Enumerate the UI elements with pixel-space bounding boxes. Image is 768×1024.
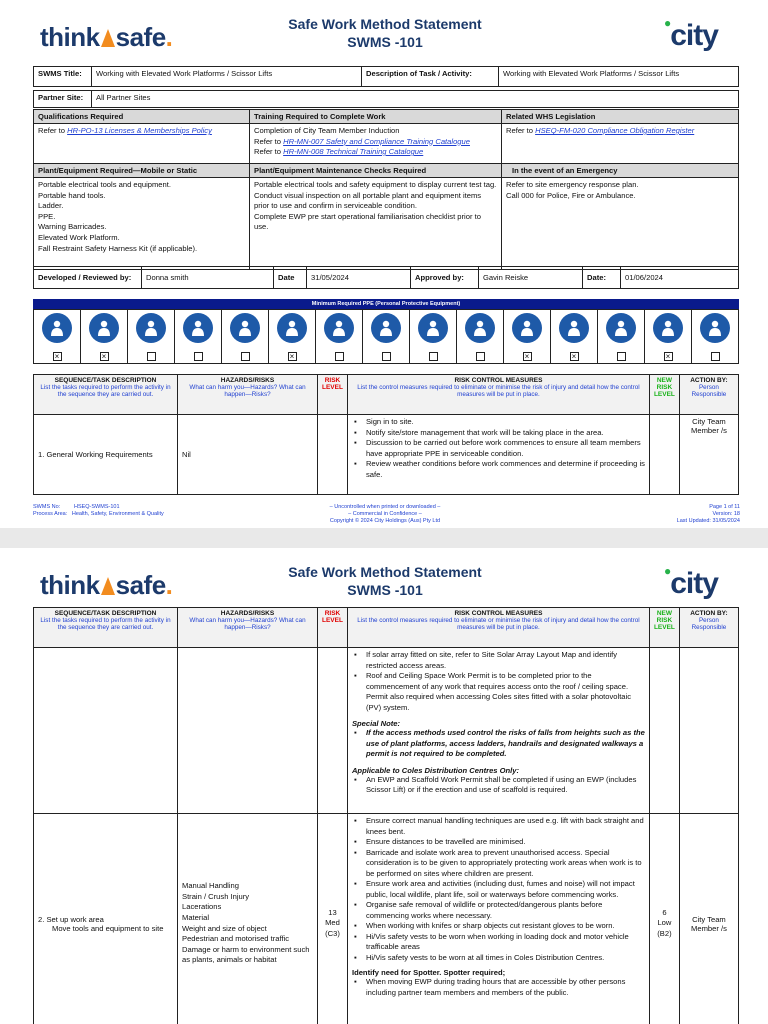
training-heading: Training Required to Complete Work (250, 110, 502, 124)
task-1-cont (34, 648, 178, 814)
swms-title-value: Working with Elevated Work Platforms / Scissor Lifts (92, 67, 362, 87)
ppe-item (222, 310, 269, 363)
footer-right: Page 1 of 11 Version: 18 Last Updated: 31/05/2024 (676, 504, 740, 524)
requirements-table (33, 109, 739, 270)
ppe-item (551, 310, 598, 363)
ppe-checkbox[interactable] (335, 352, 344, 361)
ppe-checkbox[interactable] (476, 352, 485, 361)
safety-boots-icon (89, 313, 119, 343)
ppe-checkbox[interactable] (711, 352, 720, 361)
seq-header: SEQUENCE/TASK DESCRIPTION List the tasks required to perform the activity in the sequence they are carried out. (34, 375, 178, 415)
partner-table (33, 90, 739, 108)
ppe-item (316, 310, 363, 363)
new-risk-header: NEW RISK LEVEL (649, 375, 679, 415)
whs-cell: Refer to HSEQ-FM-020 Compliance Obligation Register (502, 124, 739, 164)
ppe-checkbox[interactable]: × (523, 352, 532, 361)
ppe-item (269, 310, 316, 363)
date-label: Date (274, 267, 307, 289)
ppe-item (34, 310, 81, 363)
doc-code: SWMS -101 (347, 34, 423, 50)
task-1: 1. General Working Requirements (34, 415, 178, 495)
welding-mask-icon (465, 313, 495, 343)
apron-icon (606, 313, 636, 343)
maint-heading: Plant/Equipment Maintenance Checks Required (250, 164, 502, 178)
developed-label: Developed / Reviewed by: (34, 267, 142, 289)
safety-glasses-icon (277, 313, 307, 343)
training-line: Completion of City Team Member Induction (254, 126, 400, 135)
partner-label: Partner Site: (34, 91, 92, 108)
emergency-list: Refer to site emergency response plan. Call 000 for Police, Fire or Ambulance. (502, 178, 739, 270)
hearing-protection-icon (136, 313, 166, 343)
qual-link[interactable]: HR-PO-13 Licenses & Memberships Policy (67, 126, 212, 135)
date-value: 31/05/2024 (307, 267, 411, 289)
hazard-header: HAZARDS/RISKS What can harm you—Hazards? What can happen—Risks? (178, 608, 318, 648)
hazard-header: HAZARDS/RISKS What can harm you—Hazards? What can happen—Risks? (178, 375, 318, 415)
action-header: ACTION BY: Person Responsible (679, 608, 738, 648)
page-header-2 (0, 548, 768, 608)
ppe-row (33, 309, 739, 364)
desc-value: Working with Elevated Work Platforms / Scissor Lifts (499, 67, 739, 87)
training-link-008[interactable]: HR-MN-008 Technical Training Catalogue (283, 147, 424, 156)
ppe-item (692, 310, 738, 363)
risk-2: 13 Med (C3) (318, 814, 348, 1024)
ppe-item (598, 310, 645, 363)
new-risk-1-cont (649, 648, 679, 814)
doc-title: Safe Work Method Statement (288, 564, 482, 580)
emergency-heading: In the event of an Emergency (502, 164, 739, 178)
partner-value: All Partner Sites (92, 91, 739, 108)
hazard-2: Manual Handling Strain / Crush Injury Lacerations Material Weight and size of object Pedestrian and motorised traffic Damage or harm to environment such as plants, animals or habitat (178, 814, 318, 1024)
face-shield-icon (418, 313, 448, 343)
swms-title-label: SWMS Title: (34, 67, 92, 87)
qual-heading: Qualifications Required (34, 110, 250, 124)
footer-center: – Uncontrolled when printed or downloaded – – Commercial in Confidence – Copyright © 2024 City Holdings (Aus) Pty Ltd (329, 504, 441, 524)
plant-heading: Plant/Equipment Required—Mobile or Static (34, 164, 250, 178)
date2-label: Date: (583, 267, 621, 289)
sunscreen-icon (700, 313, 730, 343)
hard-hat-icon (512, 313, 542, 343)
signoff-table (33, 266, 739, 289)
dust-mask-icon (324, 313, 354, 343)
risk-level-header: RISK LEVEL (318, 608, 348, 648)
risk-1 (318, 415, 348, 495)
action-2: City Team Member /s (679, 814, 738, 1024)
ppe-title-bar: Minimum Required PPE (Personal Protective Equipment) (33, 299, 739, 309)
ppe-item (363, 310, 410, 363)
page-header (0, 0, 768, 60)
controls-2: ▪ Ensure correct manual handling techniques are used e.g. lift with back straight and knees bent. ▪ Ensure distances to be travelled are minimised. ▪ Barricade and isolate work area to prevent unauthorised access. Special consideration is to be given to appropriately protecting work areas when work is to be performed on sites where children are present. ▪ Ensure work area and activities (including dust, fumes and noise) will not impact public, local wildlife, plant life, soil or waterways before commencing works. ▪ Organise safe removal of wildlife or protected/dangerous plants before commencing works where necessary. ▪ When working with knifes or sharp objects cut resistant gloves to be worn. ▪ Hi/Vis safety vests to be worn when working in loading dock and motor vehicle trafficable areas ▪ Hi/Vis safety vests to be worn at all times in Coles Distribution Centres. Identify need for Spotter. Spotter required; ▪ When moving EWP during trading hours that are accessible by other persons including partner team members and members of the public. (347, 814, 649, 1024)
hi-vis-vest-icon (42, 313, 72, 343)
controls-1: ▪ Sign in to site. ▪ Notify site/store management that work will be taking place in the area. ▪ Discussion to be carried out before work commences to ensure all team members have appropriate PPE in serviceable condition. ▪ Review weather conditions before work commences and determine if proceeding is safe. (347, 415, 649, 495)
ppe-item (410, 310, 457, 363)
action-header: ACTION BY: Person Responsible (679, 375, 738, 415)
training-link-007[interactable]: HR-MN-007 Safety and Compliance Training Catalogue (283, 136, 470, 146)
ppe-item (175, 310, 222, 363)
ppe-checkbox[interactable] (429, 352, 438, 361)
footer-left: SWMS No: HSEQ-SWMS-101 Process Area: Health, Safety, Environment & Quality (33, 504, 164, 517)
approved-label: Approved by: (411, 267, 479, 289)
new-risk-1 (649, 415, 679, 495)
ppe-checkbox[interactable]: × (288, 352, 297, 361)
seq-header: SEQUENCE/TASK DESCRIPTION List the tasks required to perform the activity in the sequence they are carried out. (34, 608, 178, 648)
coveralls-icon (559, 313, 589, 343)
doc-title: Safe Work Method Statement (288, 16, 482, 32)
action-1-cont (679, 648, 738, 814)
controls-header: RISK CONTROL MEASURES List the control measures required to eliminate or minimise the risk of injury and detail how the control measures will be put in place. (347, 375, 649, 415)
approved-value: Gavin Reiske (479, 267, 583, 289)
ppe-checkbox[interactable]: × (53, 352, 62, 361)
risk-level-header: RISK LEVEL (318, 375, 348, 415)
risk-table-p2 (33, 607, 739, 1024)
controls-header: RISK CONTROL MEASURES List the control measures required to eliminate or minimise the risk of injury and detail how the control measures will be put in place. (347, 608, 649, 648)
hazard-1: Nil (178, 415, 318, 495)
new-risk-2: 6 Low (B2) (649, 814, 679, 1024)
training-cell: Completion of City Team Member Induction Refer to HR-MN-007 Safety and Compliance Training Catalogue Refer to HR-MN-008 Technical Training Catalogue (250, 124, 502, 164)
ppe-item (504, 310, 551, 363)
page-2 (0, 548, 768, 1024)
ppe-checkbox[interactable] (241, 352, 250, 361)
action-1: City Team Member /s (679, 415, 738, 495)
desc-label: Description of Task / Activity: (362, 67, 499, 87)
date2-value: 01/06/2024 (621, 267, 739, 289)
risk-1-cont (318, 648, 348, 814)
ppe-item (645, 310, 692, 363)
whs-heading: Related WHS Legislation (502, 110, 739, 124)
ppe-checkbox[interactable] (194, 352, 203, 361)
thinksafe-logo: think safe. (40, 570, 173, 600)
spotter-heading: Identify need for Spotter. Spotter required; (351, 968, 506, 977)
page-gap (0, 528, 768, 548)
plant-list: Portable electrical tools and equipment. Portable hand tools. Ladder. PPE. Warning Barricades. Elevated Work Platform. Fall Restraint Safety Harness Kit (if applicable). (34, 178, 250, 270)
city-logo: ●city (664, 564, 718, 600)
coles-heading: Applicable to Coles Distribution Centres Only: (351, 765, 520, 775)
ppe-checkbox[interactable]: × (664, 352, 673, 361)
ppe-item (457, 310, 504, 363)
whs-link[interactable]: HSEQ-FM-020 Compliance Obligation Register (535, 126, 695, 135)
controls-1-cont: ▪ If solar array fitted on site, refer to Site Solar Array Layout Map and identify restricted access areas. ▪ Roof and Ceiling Space Work Permit is to be completed prior to the commencement of any work that requires access onto the roof / ceiling space. Permit also required when accessing Coles sites fitted with a solar photovoltaic (PV) system. Special Note: ▪ If the access methods used control the risks of falls from heights such as the use of plant platforms, access ladders, handrails and designated walkways a permit is not required to be completed. Applicable to Coles Distribution Centres Only: ▪ An EWP and Scaffold Work Permit shall be completed if using an EWP (includes Scissor Lift) or if the erection and use of scaffold is required. (347, 648, 649, 814)
harness-icon (653, 313, 683, 343)
ppe-checkbox[interactable] (147, 352, 156, 361)
hazard-1-cont (178, 648, 318, 814)
maint-list: Portable electrical tools and safety equipment to display current test tag. Conduct visual inspection on all portable plant and equipment items prior to use and confirm in serviceable condition. Complete EWP pre start operational familiarisation checklist prior to use. (250, 178, 502, 270)
gloves-icon (183, 313, 213, 343)
task-2: 2. Set up work area Move tools and equipment to site (34, 814, 178, 1024)
city-logo: ●city (664, 16, 718, 52)
ppe-item (128, 310, 175, 363)
ppe-item (81, 310, 128, 363)
respirator-icon (371, 313, 401, 343)
ppe-checkbox[interactable] (617, 352, 626, 361)
ppe-checkbox[interactable]: × (100, 352, 109, 361)
info-table (33, 66, 739, 87)
doc-code: SWMS -101 (347, 582, 423, 598)
risk-table-p1 (33, 374, 739, 495)
ppe-checkbox[interactable]: × (570, 352, 579, 361)
safety-goggles-icon (230, 313, 260, 343)
thinksafe-logo: think safe. (40, 22, 173, 52)
special-note-heading: Special Note: (351, 719, 401, 728)
ppe-checkbox[interactable] (382, 352, 391, 361)
new-risk-header: NEW RISK LEVEL (649, 608, 679, 648)
developed-value: Donna smith (142, 267, 274, 289)
qual-cell: Refer to HR-PO-13 Licenses & Memberships Policy (34, 124, 250, 164)
